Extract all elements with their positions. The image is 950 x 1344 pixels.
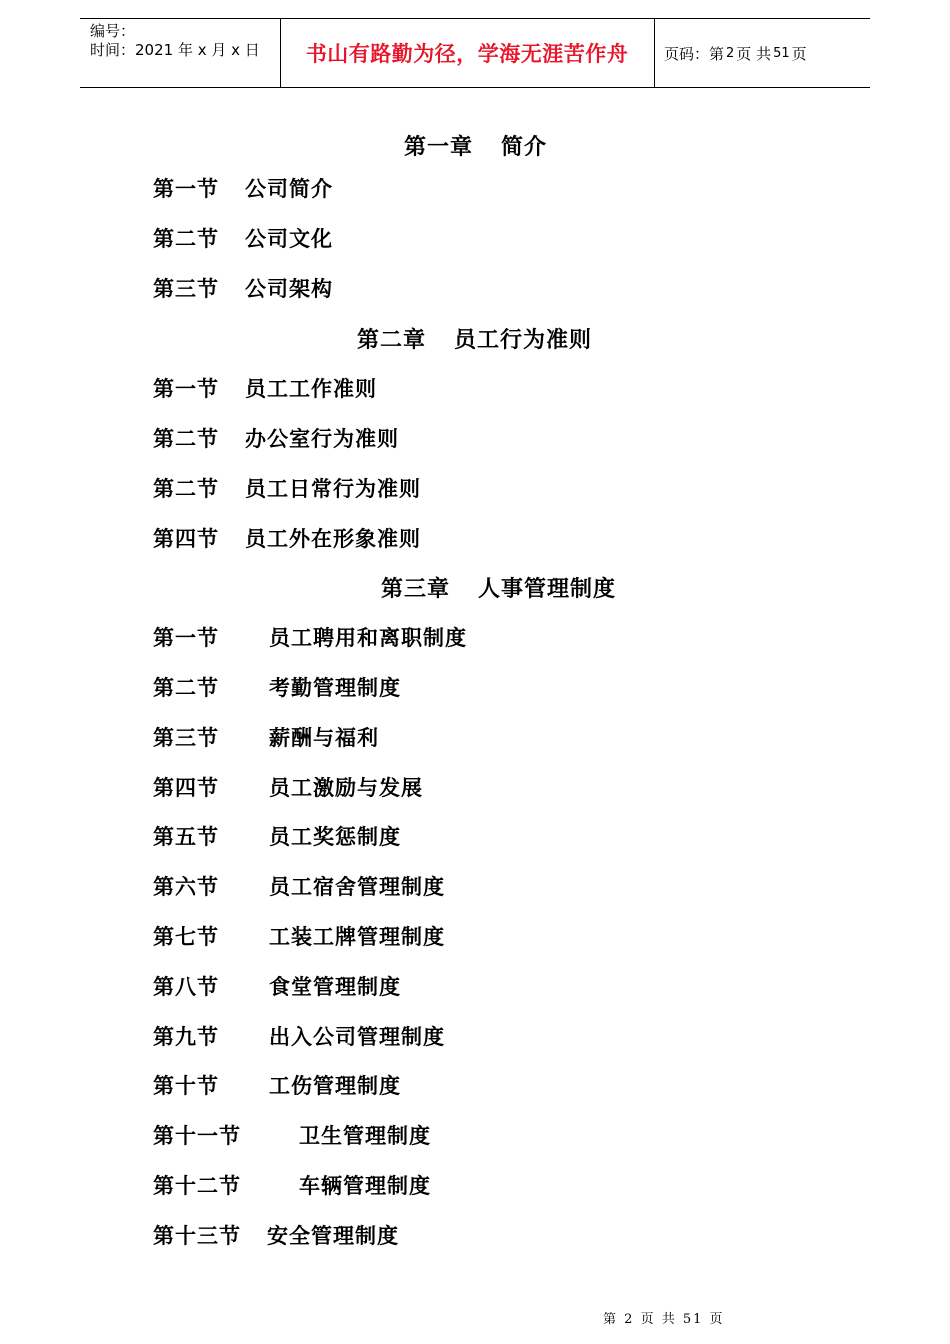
section-entry <box>153 373 377 403</box>
section-title: 员工奖惩制度 <box>269 824 401 849</box>
chapter-number: 第三章 <box>381 576 451 602</box>
section-number: 第十二节 <box>153 1173 241 1198</box>
page-header <box>80 18 870 88</box>
page-current: 2 <box>726 45 735 61</box>
section-title: 食堂管理制度 <box>269 974 401 999</box>
header-divider <box>654 19 655 87</box>
section-number: 第六节 <box>153 874 219 899</box>
section-number: 第三节 <box>153 276 219 301</box>
page-suffix: 页 <box>791 44 807 63</box>
footer-total: 51 <box>682 1312 704 1327</box>
section-number: 第十一节 <box>153 1123 241 1148</box>
footer-prefix: 第 <box>603 1312 619 1327</box>
section-entry <box>153 173 333 203</box>
section-title: 薪酬与福利 <box>269 725 379 750</box>
section-title: 员工工作准则 <box>245 376 377 401</box>
section-entry <box>153 1120 431 1150</box>
section-entry <box>153 821 401 851</box>
section-entry <box>153 473 421 503</box>
section-title: 员工外在形象准则 <box>245 526 421 551</box>
section-entry <box>153 622 467 652</box>
section-entry <box>153 423 399 453</box>
section-title: 员工聘用和离职制度 <box>269 625 467 650</box>
footer-mid: 页 共 <box>640 1312 677 1327</box>
section-entry <box>153 1170 431 1200</box>
chapter-heading <box>404 130 547 161</box>
page-prefix: 页码：第 <box>664 44 725 63</box>
section-number: 第二节 <box>153 426 219 451</box>
header-motto: 书山有路勤为径，学海无涯苦作舟 <box>305 42 629 66</box>
section-entry <box>153 772 423 802</box>
section-number: 第九节 <box>153 1024 219 1049</box>
section-title: 出入公司管理制度 <box>269 1024 445 1049</box>
chapter-number: 第一章 <box>404 134 474 160</box>
chapter-heading <box>357 323 592 354</box>
chapter-heading <box>381 572 616 603</box>
chapter-title: 简介 <box>501 134 548 160</box>
section-title: 公司文化 <box>245 226 333 251</box>
section-title: 员工激励与发展 <box>269 775 423 800</box>
footer-suffix: 页 <box>709 1312 725 1327</box>
section-title: 安全管理制度 <box>267 1223 399 1248</box>
chapter-title: 员工行为准则 <box>454 327 593 353</box>
section-number: 第二节 <box>153 675 219 700</box>
section-entry <box>153 1220 399 1250</box>
section-entry <box>153 672 401 702</box>
section-entry <box>153 273 333 303</box>
section-entry <box>153 871 445 901</box>
section-title: 考勤管理制度 <box>269 675 401 700</box>
section-entry <box>153 722 379 752</box>
section-title: 员工宿舍管理制度 <box>269 874 445 899</box>
section-entry <box>153 971 401 1001</box>
header-meta <box>90 22 260 60</box>
section-number: 第二节 <box>153 226 219 251</box>
section-number: 第四节 <box>153 775 219 800</box>
header-page-number <box>664 19 807 87</box>
section-title: 车辆管理制度 <box>299 1173 431 1198</box>
section-number: 第一节 <box>153 625 219 650</box>
section-title: 工装工牌管理制度 <box>269 924 445 949</box>
section-entry <box>153 523 421 553</box>
section-number: 第十节 <box>153 1073 219 1098</box>
section-number: 第一节 <box>153 376 219 401</box>
section-entry <box>153 1021 445 1051</box>
section-number: 第五节 <box>153 824 219 849</box>
section-title: 办公室行为准则 <box>245 426 399 451</box>
time-label: 时间：2021 年 x 月 x 日 <box>90 41 260 59</box>
section-title: 卫生管理制度 <box>299 1123 431 1148</box>
section-entry <box>153 1070 401 1100</box>
chapter-number: 第二章 <box>357 327 427 353</box>
footer-current: 2 <box>624 1312 635 1327</box>
section-number: 第四节 <box>153 526 219 551</box>
section-number: 第一节 <box>153 176 219 201</box>
section-entry <box>153 223 333 253</box>
page-footer <box>603 1308 725 1327</box>
section-number: 第十三节 <box>153 1223 241 1248</box>
section-number: 第八节 <box>153 974 219 999</box>
section-number: 第三节 <box>153 725 219 750</box>
section-title: 公司简介 <box>245 176 333 201</box>
section-entry <box>153 921 445 951</box>
section-number: 第二节 <box>153 476 219 501</box>
page-mid: 页 共 <box>736 44 772 63</box>
chapter-title: 人事管理制度 <box>478 576 617 602</box>
section-title: 公司架构 <box>245 276 333 301</box>
number-label: 编号： <box>90 22 136 40</box>
section-title: 员工日常行为准则 <box>245 476 421 501</box>
section-number: 第七节 <box>153 924 219 949</box>
page-total: 51 <box>773 45 790 61</box>
section-title: 工伤管理制度 <box>269 1073 401 1098</box>
